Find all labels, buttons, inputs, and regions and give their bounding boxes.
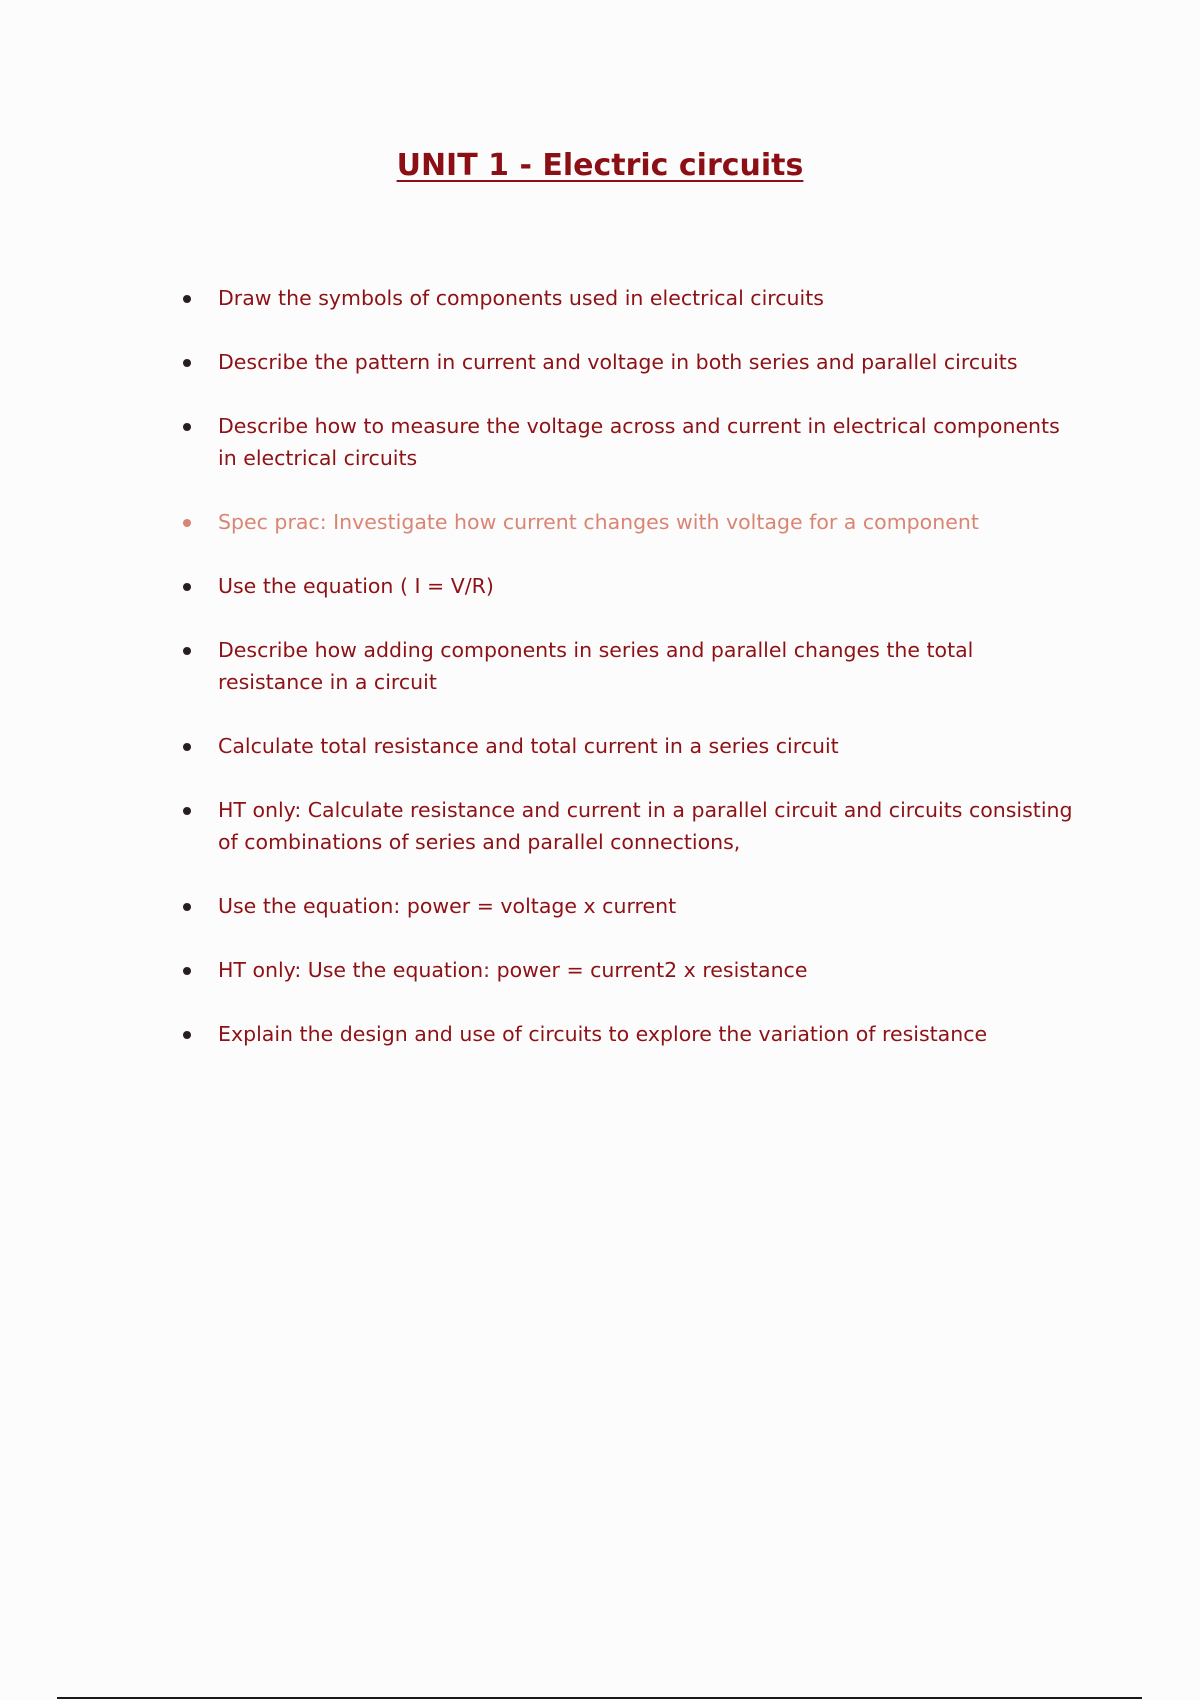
bullet-icon	[183, 807, 191, 815]
objective-text: HT only: Calculate resistance and current in a parallel circuit and circuits consisting of combinations of series and parallel connections,	[218, 798, 1073, 854]
bullet-icon	[183, 519, 191, 527]
objective-item	[181, 794, 1081, 858]
bullet-icon	[183, 423, 191, 431]
bullet-icon	[183, 583, 191, 591]
bullet-icon	[183, 359, 191, 367]
bullet-icon	[183, 1031, 191, 1039]
bullet-icon	[183, 743, 191, 751]
footer-divider	[57, 1697, 1142, 1699]
page-title	[0, 146, 1200, 186]
objective-item	[181, 890, 1081, 922]
objective-item	[181, 570, 1081, 602]
objective-item	[181, 410, 1081, 474]
objective-text: Describe the pattern in current and voltage in both series and parallel circuits	[218, 350, 1018, 374]
objective-text: Spec prac: Investigate how current changes with voltage for a component	[218, 510, 979, 534]
objective-text: Describe how to measure the voltage across and current in electrical components in electrical circuits	[218, 414, 1060, 470]
objective-text: Draw the symbols of components used in electrical circuits	[218, 286, 824, 310]
objective-text: Describe how adding components in series and parallel changes the total resistance in a circuit	[218, 638, 974, 694]
objective-text: Explain the design and use of circuits to explore the variation of resistance	[218, 1022, 988, 1046]
objective-item-spec-prac	[181, 506, 1081, 538]
bullet-icon	[183, 903, 191, 911]
bullet-icon	[183, 647, 191, 655]
bullet-icon	[183, 295, 191, 303]
objective-item	[181, 954, 1081, 986]
objective-text: Calculate total resistance and total current in a series circuit	[218, 734, 839, 758]
bullet-icon	[183, 967, 191, 975]
objective-text: Use the equation: power = voltage x current	[218, 894, 677, 918]
objective-item	[181, 730, 1081, 762]
objectives-list	[181, 282, 1081, 1082]
objective-text: Use the equation ( I = V/R)	[218, 574, 494, 598]
objective-text: HT only: Use the equation: power = current2 x resistance	[218, 958, 808, 982]
objective-item	[181, 346, 1081, 378]
objective-item	[181, 634, 1081, 698]
objective-item	[181, 1018, 1081, 1050]
page-title-text: UNIT 1 - Electric circuits	[396, 148, 804, 183]
objective-item	[181, 282, 1081, 314]
